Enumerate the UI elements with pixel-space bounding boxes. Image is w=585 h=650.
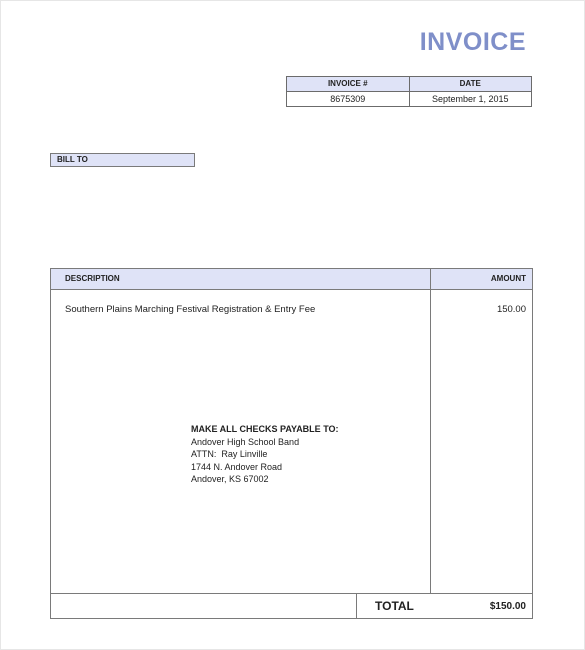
total-value: $150.00 [489,601,526,612]
payable-line: ATTN: Ray Linville [191,449,268,460]
amount-header: AMOUNT [490,274,526,283]
invoice-number-label: INVOICE # [327,79,368,88]
bill-to-label: BILL TO [50,153,195,167]
payment-instructions [191,423,339,486]
column-divider [430,269,431,593]
meta-header-row [287,77,531,92]
date-value: September 1, 2015 [409,92,532,106]
total-divider [356,594,357,619]
total-row [51,593,532,619]
line-items-table [50,268,533,619]
invoice-meta-table [286,76,532,107]
payable-heading: MAKE ALL CHECKS PAYABLE TO: [191,424,339,434]
meta-value-row [287,92,531,106]
payable-line: Andover, KS 67002 [191,474,269,485]
date-label: DATE [409,77,532,91]
line-items-header [51,269,532,290]
line-item-amount: 150.00 [496,304,526,315]
total-label: TOTAL [375,599,414,613]
description-header: DESCRIPTION [65,274,120,283]
invoice-number-value: 8675309 [330,94,366,104]
line-item-description: Southern Plains Marching Festival Registration & Entry Fee [65,304,316,315]
invoice-title: INVOICE [419,28,526,56]
payable-line: Andover High School Band [191,436,300,447]
payable-line: 1744 N. Andover Road [191,461,283,472]
